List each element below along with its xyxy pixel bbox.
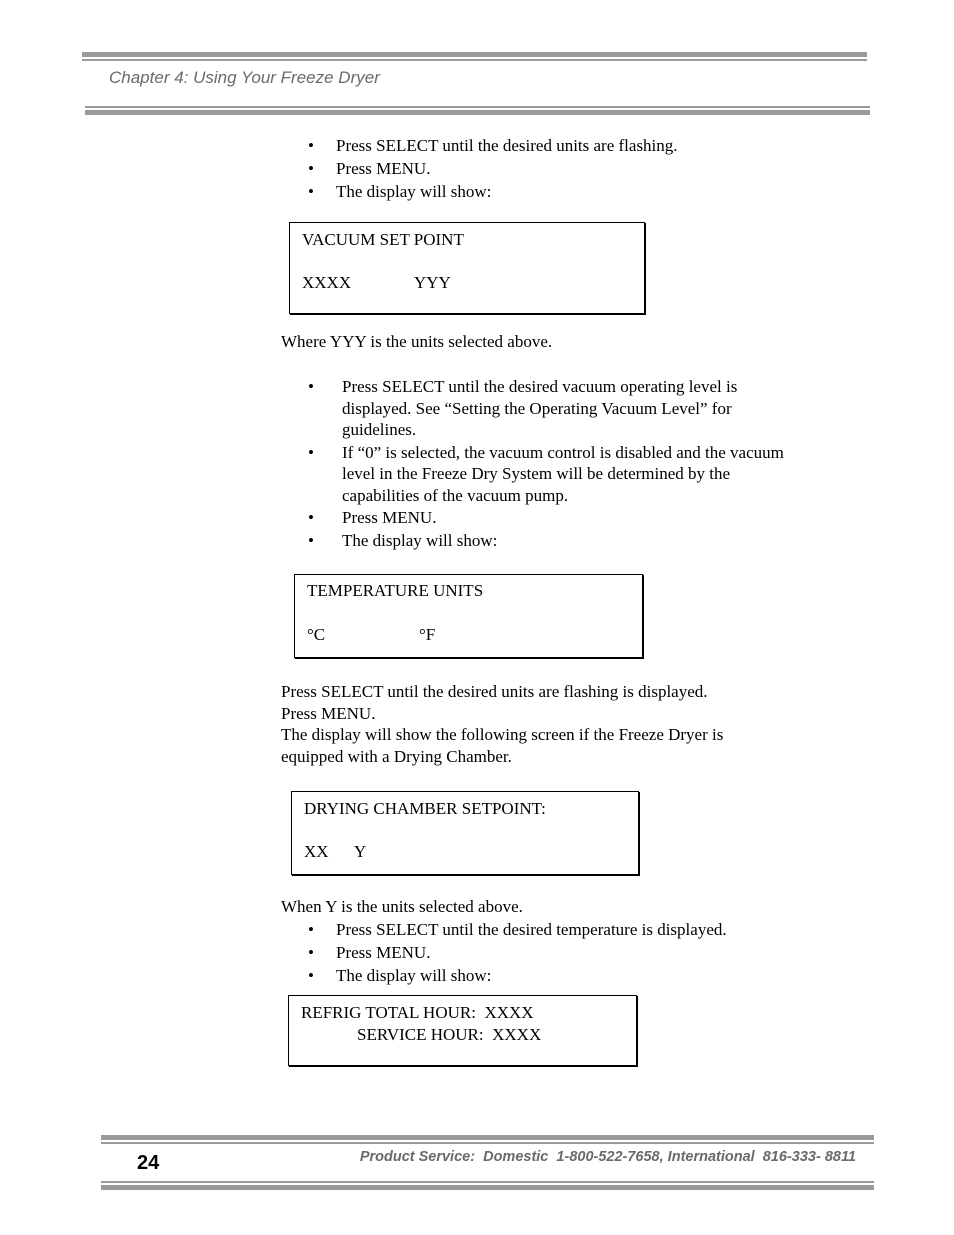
- footer-rule-top-thin: [101, 1142, 874, 1144]
- footer-rule-bottom-thin: [101, 1181, 874, 1183]
- list-item: • Press SELECT until the desired vacuum operating level is displayed. See “Setting the Operating Vacuum Level” for guidelines.: [308, 376, 788, 441]
- display-unit: YYY: [414, 273, 451, 292]
- bullet-list-2: [308, 376, 788, 552]
- list-item: • Press SELECT until the desired temperature is displayed.: [308, 918, 808, 941]
- instruction-line: Press MENU.: [281, 703, 376, 723]
- header-rule-top-thin: [82, 59, 867, 61]
- display-value: XXXX: [302, 273, 352, 292]
- display-vacuum-set-point: [289, 222, 645, 314]
- list-item: • The display will show:: [308, 180, 808, 203]
- display-line-title: DRYING CHAMBER SETPOINT:: [304, 799, 546, 818]
- footer-rule-top: [101, 1135, 874, 1140]
- display-temperature-units: [294, 574, 643, 658]
- display-line-title: TEMPERATURE UNITS: [307, 581, 484, 600]
- instruction-line: Press SELECT until the desired units are flashing is displayed.: [281, 682, 708, 701]
- list-item: • Press SELECT until the desired units are flashing.: [308, 134, 808, 157]
- list-item: • If “0” is selected, the vacuum control is disabled and the vacuum level in the Freeze Dry System will be determined by the capabilities of the vacuum pump.: [308, 442, 788, 507]
- display-unit: Y: [354, 842, 367, 861]
- instruction-paragraph: [281, 681, 781, 767]
- footer-rule-bottom: [101, 1185, 874, 1190]
- display-option-fahrenheit: °F: [419, 625, 436, 644]
- list-item: • Press MENU.: [308, 941, 808, 964]
- display-option-celsius: °C: [307, 625, 326, 644]
- display-line-title: VACUUM SET POINT: [302, 230, 464, 249]
- footer-contact: Product Service: Domestic 1-800-522-7658, International 816-333- 8811: [359, 1149, 856, 1165]
- display-refrig-hours: [288, 995, 637, 1066]
- display-value: XX: [304, 842, 329, 861]
- chapter-title: Chapter 4: Using Your Freeze Dryer: [109, 68, 380, 87]
- header-rule-bottom-thin: [85, 106, 870, 108]
- note-units: When Y is the units selected above.: [281, 897, 523, 916]
- list-item: • Press MENU.: [308, 157, 808, 180]
- list-item: • The display will show:: [308, 530, 788, 552]
- bullet-list-3: [308, 918, 808, 987]
- note-units: Where YYY is the units selected above.: [281, 332, 553, 351]
- list-item: • Press MENU.: [308, 507, 788, 529]
- display-drying-chamber-setpoint: [291, 791, 639, 875]
- instruction-line: The display will show the following screen if the Freeze Dryer is equipped with a Drying Chamber.: [281, 725, 724, 766]
- header-rule-top: [82, 52, 867, 57]
- display-line-service-hours: SERVICE HOUR: XXXX: [357, 1025, 542, 1044]
- display-line-total-hours: REFRIG TOTAL HOUR: XXXX: [301, 1003, 534, 1022]
- page-number: 24: [137, 1152, 160, 1174]
- bullet-list-1: [308, 134, 808, 203]
- header-rule-bottom: [85, 110, 870, 115]
- list-item: • The display will show:: [308, 964, 808, 987]
